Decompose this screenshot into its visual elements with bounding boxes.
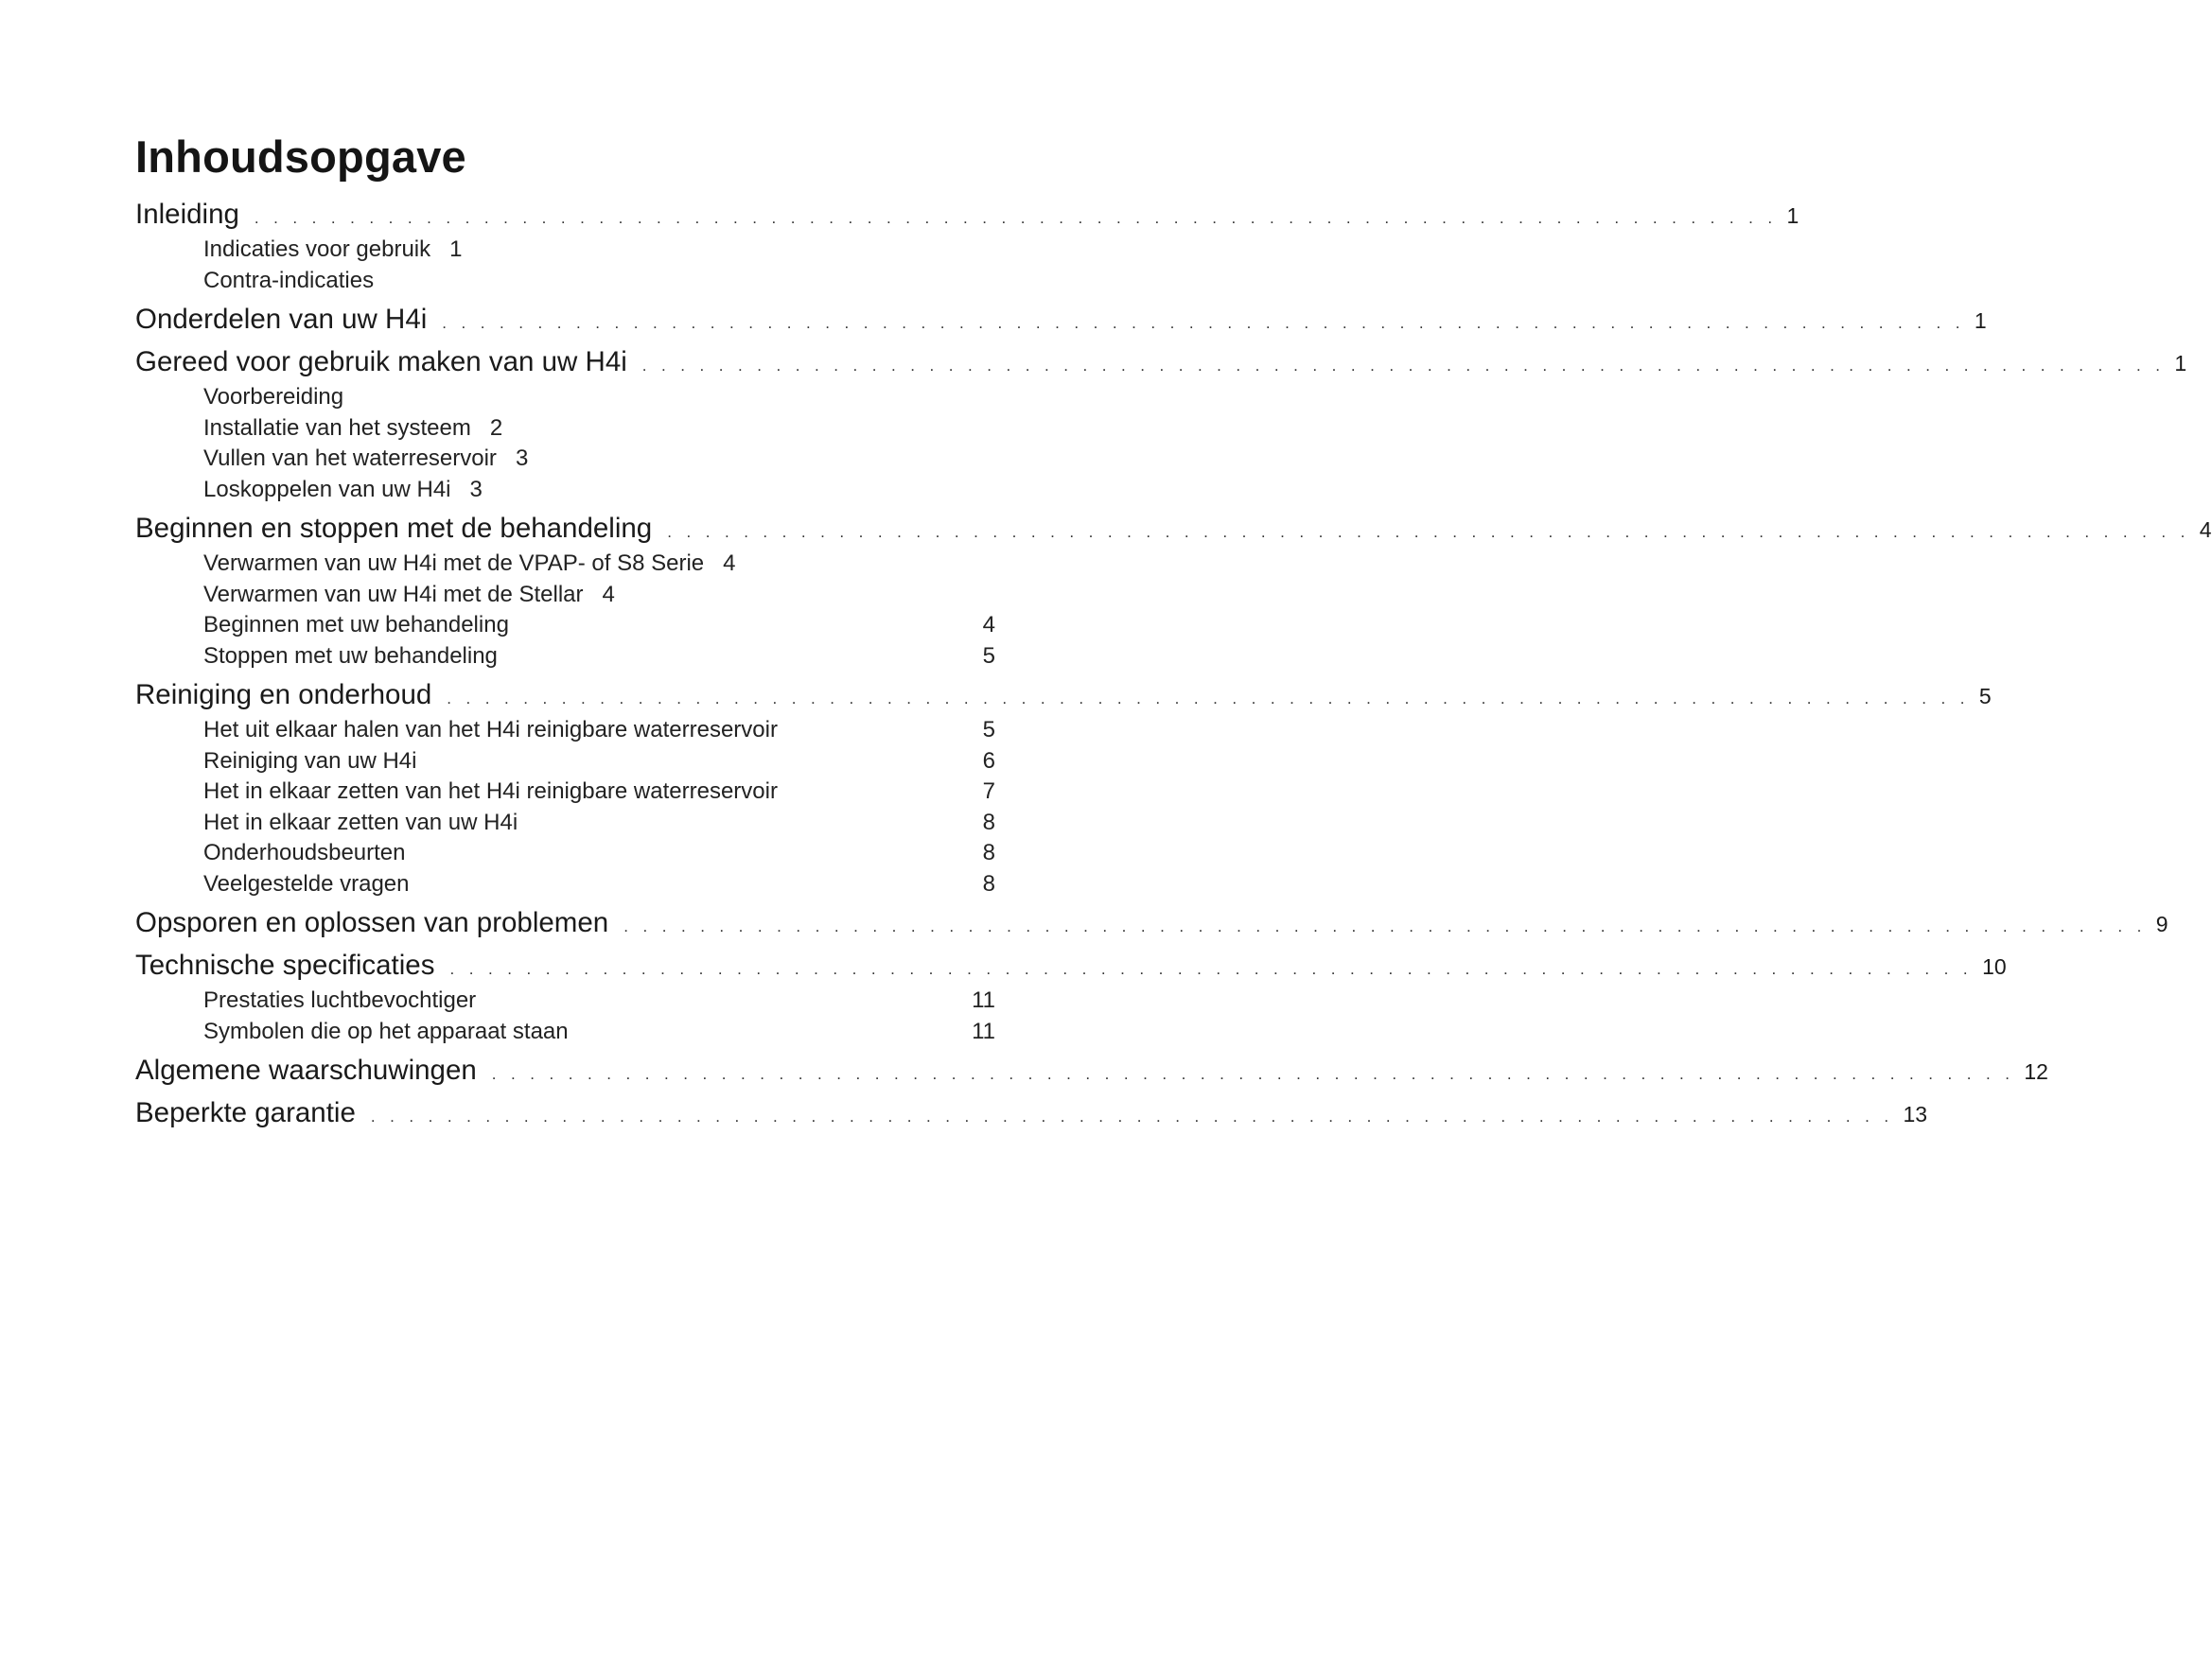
page-title: Inhoudsopgave xyxy=(135,131,466,182)
dot-leader: . . . . . . . . . . . . . . . . . . . . . . . . . . . . . . . . . . . . . . . . . . . . . . . . . . . . . . . . . . . . . . . . . . . . . . . . . . . . . . . . xyxy=(370,1108,1894,1126)
toc-subsection-label: Het in elkaar zetten van het H4i reinigbare waterreservoir xyxy=(203,778,778,804)
dot-leader: . . . . . . . . . . . . . . . . . . . . . . . . . . . . . . . . . . . . . . . . . . . . . . . . . . . . . . . . . . . . . . . . . . . . . . . . . . . . . . . . xyxy=(447,690,1970,707)
toc-subsection-entry[interactable] xyxy=(203,778,993,810)
toc-section-label: Onderdelen van uw H4i xyxy=(135,304,428,335)
toc-subsection-label: Vullen van het waterreservoir xyxy=(203,445,497,471)
toc-section-page-number: 1 xyxy=(2174,351,2187,375)
toc-subsection-list xyxy=(203,384,993,507)
toc-subsection-page-number: 5 xyxy=(982,642,995,669)
toc-section-entry[interactable] xyxy=(135,346,2187,389)
toc-section-label: Gereed voor gebruik maken van uw H4i xyxy=(135,346,627,377)
toc-subsection-label: Symbolen die op het apparaat staan xyxy=(203,1018,569,1044)
toc-subsection-page-number: 5 xyxy=(982,717,995,742)
toc-subsection-label: Veelgestelde vragen xyxy=(203,870,410,897)
toc-subsection-label: Loskoppelen van uw H4i xyxy=(203,476,451,502)
toc-section-entry[interactable] xyxy=(135,513,2212,555)
toc-subsection-entry[interactable] xyxy=(203,384,993,415)
toc-subsection-list xyxy=(203,717,993,901)
toc-section-entry[interactable] xyxy=(135,1055,2048,1097)
toc-subsection-page-number: 1 xyxy=(449,236,463,262)
toc-section-label: Reiniging en onderhoud xyxy=(135,679,432,710)
toc-subsection-page-number: 8 xyxy=(982,809,995,835)
toc-subsection-entry[interactable] xyxy=(203,268,993,299)
toc-subsection-page-number: 7 xyxy=(982,778,995,804)
toc-section-label: Inleiding xyxy=(135,199,239,230)
toc-subsection-entry[interactable] xyxy=(203,477,993,508)
toc-subsection-page-number: 3 xyxy=(469,476,483,502)
toc-section-entry[interactable] xyxy=(135,679,1992,722)
dot-leader: . . . . . . . . . . . . . . . . . . . . . . . . . . . . . . . . . . . . . . . . . . . . . . . . . . . . . . . . . . . . . . . . . . . . . . . . . . . . . . . . xyxy=(623,917,2147,935)
toc-section-page-number: 4 xyxy=(2199,517,2212,542)
toc-subsection-page-number: 4 xyxy=(723,550,736,576)
toc-subsection-entry[interactable] xyxy=(203,987,993,1019)
toc-subsection-page-number: 6 xyxy=(982,747,995,774)
toc-section-page-number: 13 xyxy=(1903,1102,1928,1126)
toc-section-page-number: 12 xyxy=(2024,1059,2048,1084)
toc-section-page-number: 9 xyxy=(2155,912,2168,936)
toc-subsection-entry[interactable] xyxy=(203,748,993,779)
table-of-contents xyxy=(135,199,2212,1140)
toc-section-label: Beginnen en stoppen met de behandeling xyxy=(135,513,653,544)
toc-subsection-page-number: 8 xyxy=(982,840,995,865)
toc-subsection-list xyxy=(203,987,993,1049)
dot-leader: . . . . . . . . . . . . . . . . . . . . . . . . . . . . . . . . . . . . . . . . . . . . . . . . . . . . . . . . . . . . . . . . . . . . . . . . . . . . . . . . xyxy=(667,523,2190,541)
toc-subsection-list xyxy=(203,236,993,298)
toc-subsection-entry[interactable] xyxy=(203,445,993,477)
toc-subsection-list xyxy=(203,550,993,673)
toc-section-entry[interactable] xyxy=(135,950,2007,992)
toc-subsection-page-number: 2 xyxy=(489,414,503,441)
toc-subsection-entry[interactable] xyxy=(203,871,993,902)
toc-subsection-label: Verwarmen van uw H4i met de Stellar xyxy=(203,581,584,607)
toc-section-label: Opsporen en oplossen van problemen xyxy=(135,907,609,938)
toc-section-entry[interactable] xyxy=(135,304,1987,346)
toc-subsection-entry[interactable] xyxy=(203,236,993,268)
toc-subsection-label: Het uit elkaar halen van het H4i reinigbare waterreservoir xyxy=(203,717,778,742)
toc-subsection-label: Indicaties voor gebruik xyxy=(203,236,431,262)
toc-section-page-number: 1 xyxy=(1974,308,1987,333)
toc-subsection-page-number: 4 xyxy=(602,581,615,607)
toc-section-page-number: 10 xyxy=(1982,954,2007,979)
toc-subsection-label: Contra-indicaties xyxy=(203,267,375,293)
toc-subsection-entry[interactable] xyxy=(203,840,993,871)
toc-section-entry[interactable] xyxy=(135,1097,1928,1140)
toc-subsection-label: Onderhoudsbeurten xyxy=(203,840,406,865)
dot-leader: . . . . . . . . . . . . . . . . . . . . . . . . . . . . . . . . . . . . . . . . . . . . . . . . . . . . . . . . . . . . . . . . . . . . . . . . . . . . . . . . xyxy=(491,1065,2015,1083)
dot-leader: . . . . . . . . . . . . . . . . . . . . . . . . . . . . . . . . . . . . . . . . . . . . . . . . . . . . . . . . . . . . . . . . . . . . . . . . . . . . . . . . xyxy=(449,960,1974,978)
toc-subsection-entry[interactable] xyxy=(203,582,993,613)
toc-section-page-number: 5 xyxy=(1978,684,1992,708)
toc-subsection-entry[interactable] xyxy=(203,643,993,674)
toc-subsection-entry[interactable] xyxy=(203,810,993,841)
toc-section-entry[interactable] xyxy=(135,199,1799,241)
toc-subsection-page-number: 8 xyxy=(982,870,995,897)
toc-subsection-page-number: 4 xyxy=(982,612,995,637)
toc-section-page-number: 1 xyxy=(1786,203,1799,228)
dot-leader: . . . . . . . . . . . . . . . . . . . . . . . . . . . . . . . . . . . . . . . . . . . . . . . . . . . . . . . . . . . . . . . . . . . . . . . . . . . . . . . . xyxy=(442,314,1965,332)
toc-subsection-label: Beginnen met uw behandeling xyxy=(203,612,509,637)
toc-subsection-entry[interactable] xyxy=(203,1019,993,1050)
toc-section-label: Beperkte garantie xyxy=(135,1097,356,1128)
toc-subsection-page-number: 11 xyxy=(972,1018,995,1044)
dot-leader: . . . . . . . . . . . . . . . . . . . . . . . . . . . . . . . . . . . . . . . . . . . . . . . . . . . . . . . . . . . . . . . . . . . . . . . . . . . . . . . . xyxy=(641,357,2166,375)
toc-subsection-page-number: 3 xyxy=(515,445,529,471)
toc-subsection-label: Voorbereiding xyxy=(203,384,344,410)
toc-subsection-entry[interactable] xyxy=(203,415,993,446)
toc-section-label: Technische specificaties xyxy=(135,950,435,981)
toc-subsection-label: Installatie van het systeem xyxy=(203,414,471,441)
toc-section-entry[interactable] xyxy=(135,907,2168,950)
toc-subsection-label: Verwarmen van uw H4i met de VPAP- of S8 Serie xyxy=(203,550,705,576)
toc-subsection-entry[interactable] xyxy=(203,612,993,643)
dot-leader: . . . . . . . . . . . . . . . . . . . . . . . . . . . . . . . . . . . . . . . . . . . . . . . . . . . . . . . . . . . . . . . . . . . . . . . . . . . . . . . . xyxy=(254,209,1778,227)
toc-subsection-page-number: 11 xyxy=(972,987,995,1013)
toc-subsection-label: Stoppen met uw behandeling xyxy=(203,642,498,669)
toc-subsection-label: Het in elkaar zetten van uw H4i xyxy=(203,809,518,835)
toc-subsection-entry[interactable] xyxy=(203,550,993,582)
toc-subsection-entry[interactable] xyxy=(203,717,993,748)
toc-subsection-label: Reiniging van uw H4i xyxy=(203,747,417,774)
toc-subsection-label: Prestaties luchtbevochtiger xyxy=(203,987,477,1013)
toc-section-label: Algemene waarschuwingen xyxy=(135,1055,477,1086)
